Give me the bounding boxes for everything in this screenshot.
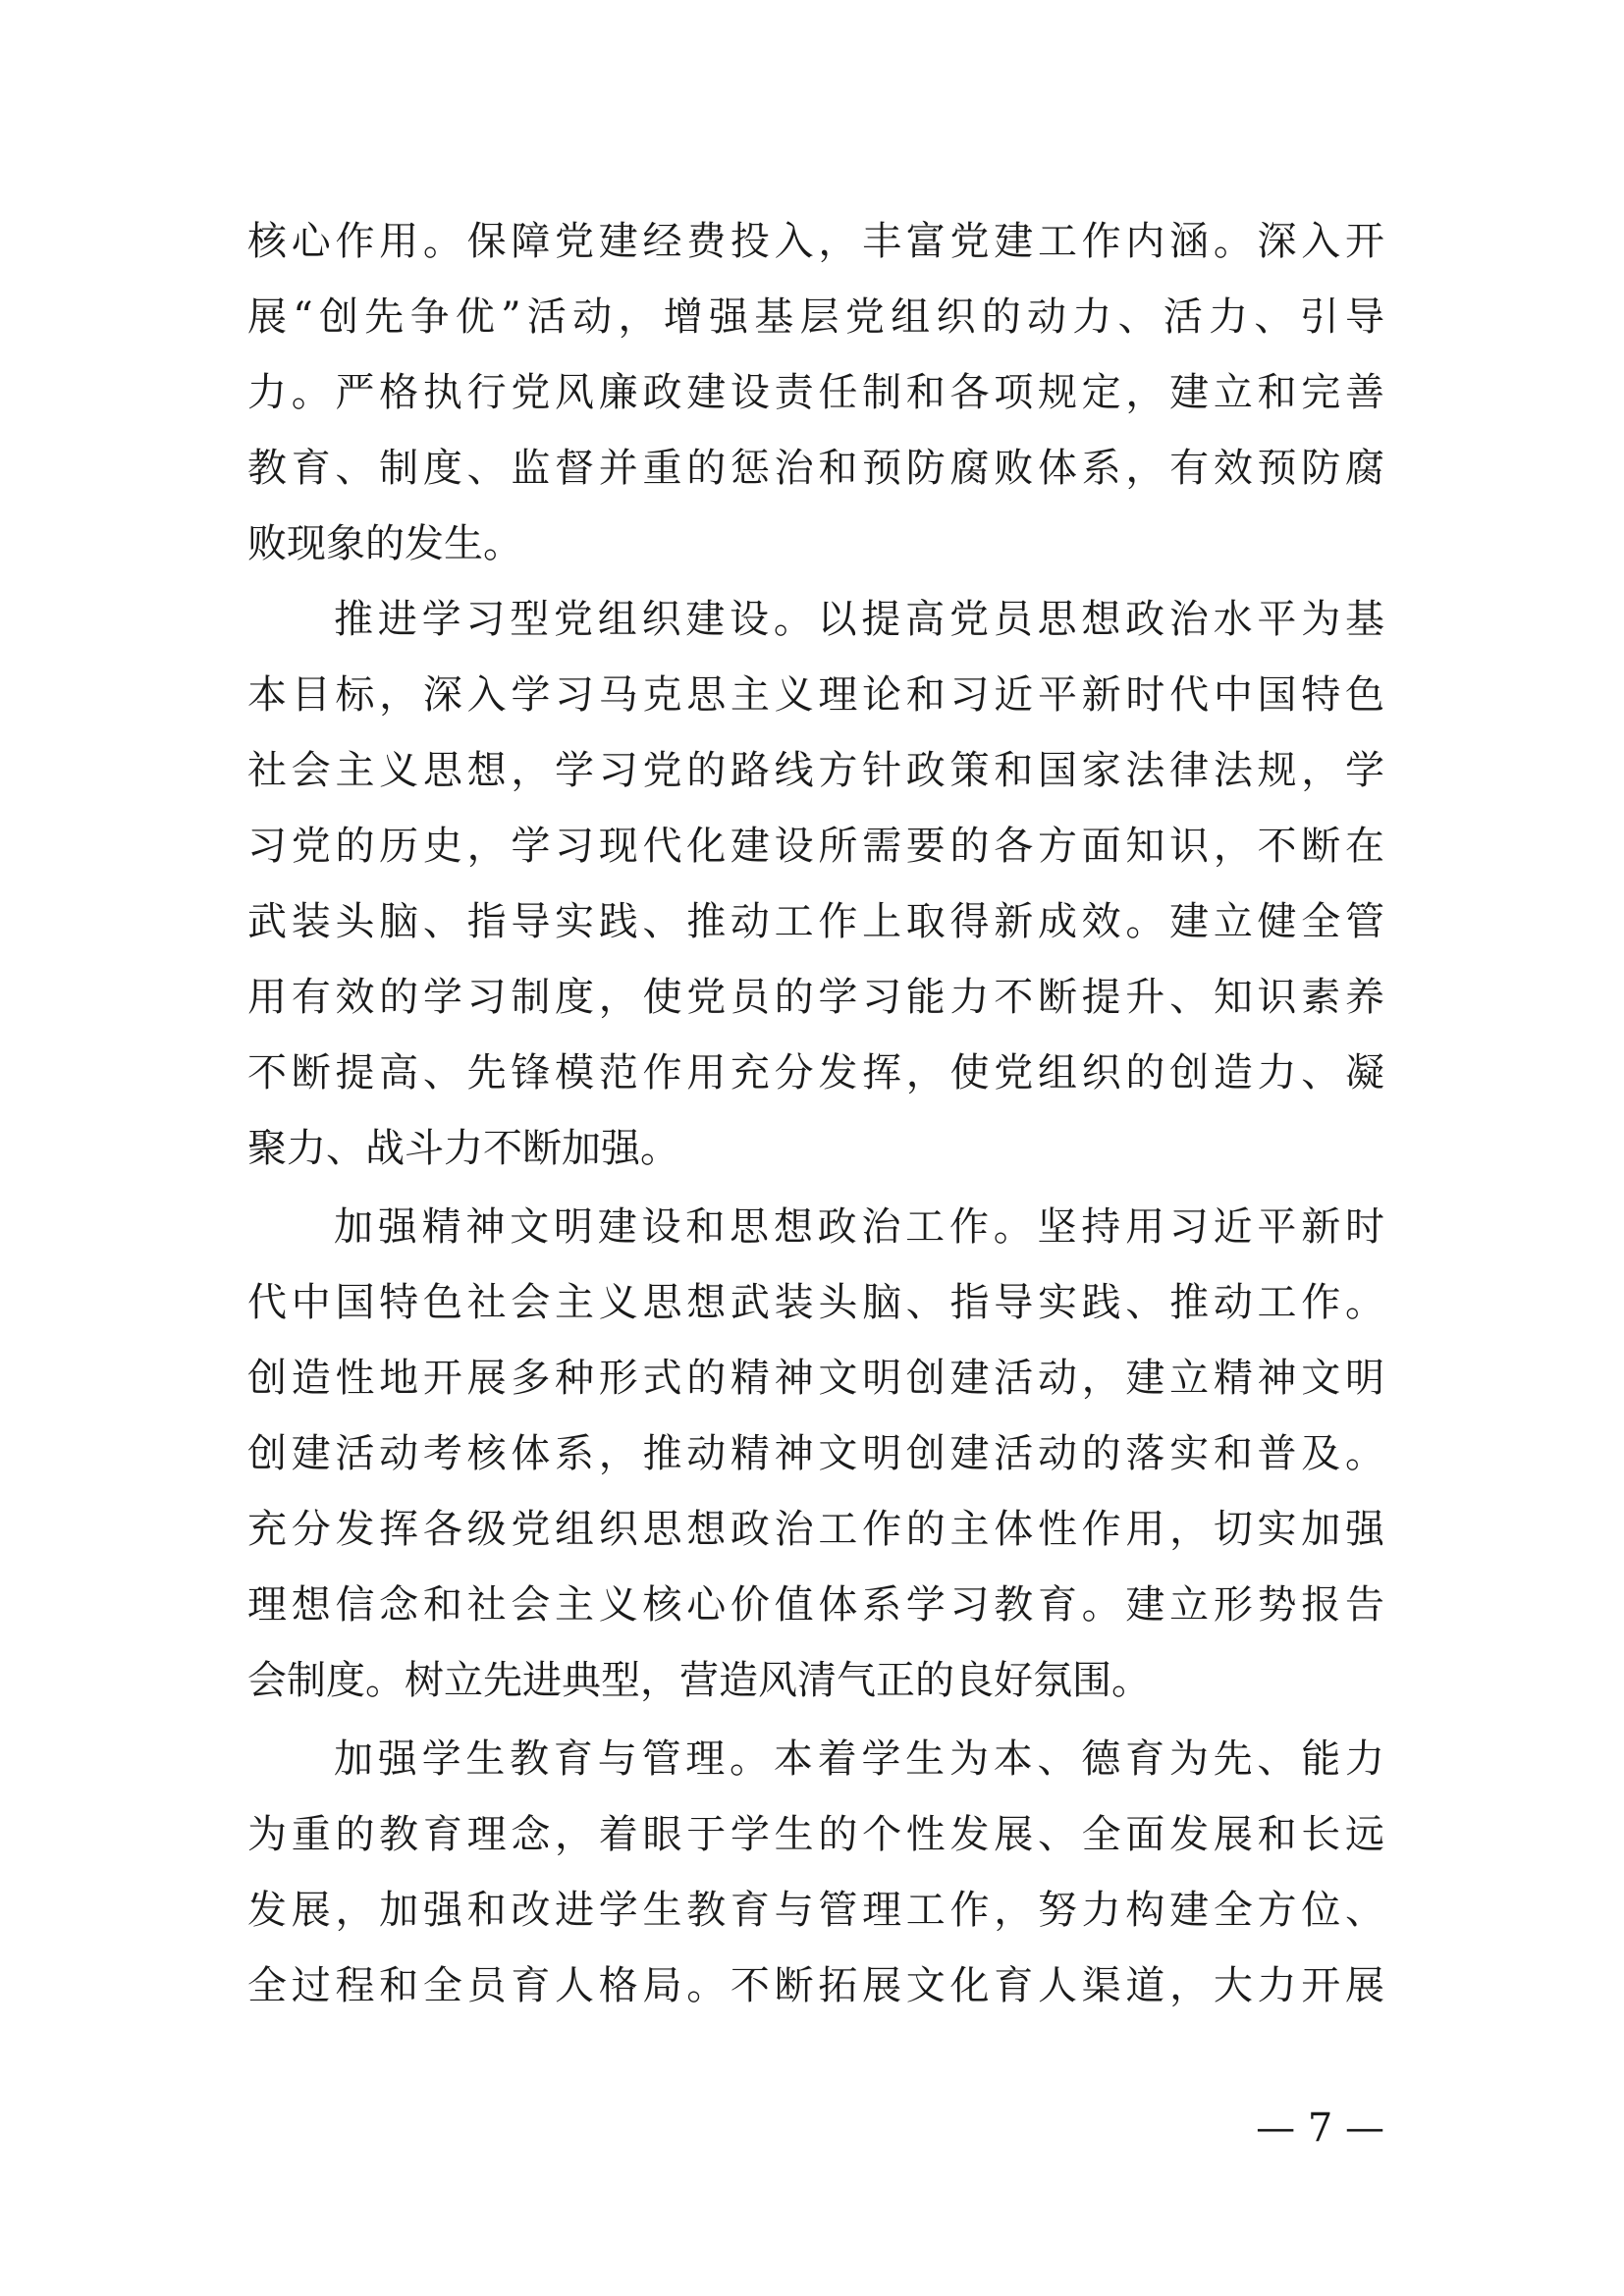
paragraph-2-line-3: 社会主义思想，学习党的路线方针政策和国家法律法规，学 [247, 748, 1384, 793]
paragraph-1-line-2: 展“创先争优”活动，增强基层党组织的动力、活力、引导 [247, 294, 1384, 340]
paragraph-4-line-2: 为重的教育理念，着眼于学生的个性发展、全面发展和长远 [247, 1812, 1384, 1857]
paragraph-4-line-4: 全过程和全员育人格局。不断拓展文化育人渠道，大力开展 [247, 1963, 1384, 2008]
paragraph-3-line-1: 加强精神文明建设和思想政治工作。坚持用习近平新时 [334, 1204, 1384, 1250]
page-number: — 7 — [1256, 2106, 1384, 2151]
paragraph-3-line-2: 代中国特色社会主义思想武装头脑、指导实践、推动工作。 [247, 1280, 1384, 1325]
paragraph-2-line-6: 用有效的学习制度，使党员的学习能力不断提升、知识素养 [247, 975, 1384, 1020]
paragraph-1-line-4: 教育、制度、监督并重的惩治和预防腐败体系，有效预防腐 [247, 446, 1384, 491]
paragraph-1-line-5: 败现象的发生。 [247, 521, 522, 566]
paragraph-2-line-8: 聚力、战斗力不断加强。 [247, 1126, 679, 1171]
paragraph-1-line-3: 力。严格执行党风廉政建设责任制和各项规定，建立和完善 [247, 370, 1384, 415]
paragraph-3-line-5: 充分发挥各级党组织思想政治工作的主体性作用，切实加强 [247, 1507, 1384, 1552]
paragraph-3-line-6: 理想信念和社会主义核心价值体系学习教育。建立形势报告 [247, 1582, 1384, 1628]
paragraph-2-line-7: 不断提高、先锋模范作用充分发挥，使党组织的创造力、凝 [247, 1050, 1384, 1095]
paragraph-2-line-1: 推进学习型党组织建设。以提高党员思想政治水平为基 [334, 597, 1384, 642]
paragraph-4-line-1: 加强学生教育与管理。本着学生为本、德育为先、能力 [334, 1736, 1384, 1782]
paragraph-1-line-1: 核心作用。保障党建经费投入，丰富党建工作内涵。深入开 [247, 219, 1384, 264]
paragraph-3-line-3: 创造性地开展多种形式的精神文明创建活动，建立精神文明 [247, 1356, 1384, 1401]
paragraph-2-line-5: 武装头脑、指导实践、推动工作上取得新成效。建立健全管 [247, 899, 1384, 944]
paragraph-3-line-4: 创建活动考核体系，推动精神文明创建活动的落实和普及。 [247, 1431, 1384, 1476]
paragraph-4-line-3: 发展，加强和改进学生教育与管理工作，努力构建全方位、 [247, 1888, 1384, 1933]
paragraph-3-line-7: 会制度。树立先进典型，营造风清气正的良好氛围。 [247, 1658, 1151, 1703]
paragraph-2-line-2: 本目标，深入学习马克思主义理论和习近平新时代中国特色 [247, 672, 1384, 718]
paragraph-2-line-4: 习党的历史，学习现代化建设所需要的各方面知识，不断在 [247, 824, 1384, 869]
